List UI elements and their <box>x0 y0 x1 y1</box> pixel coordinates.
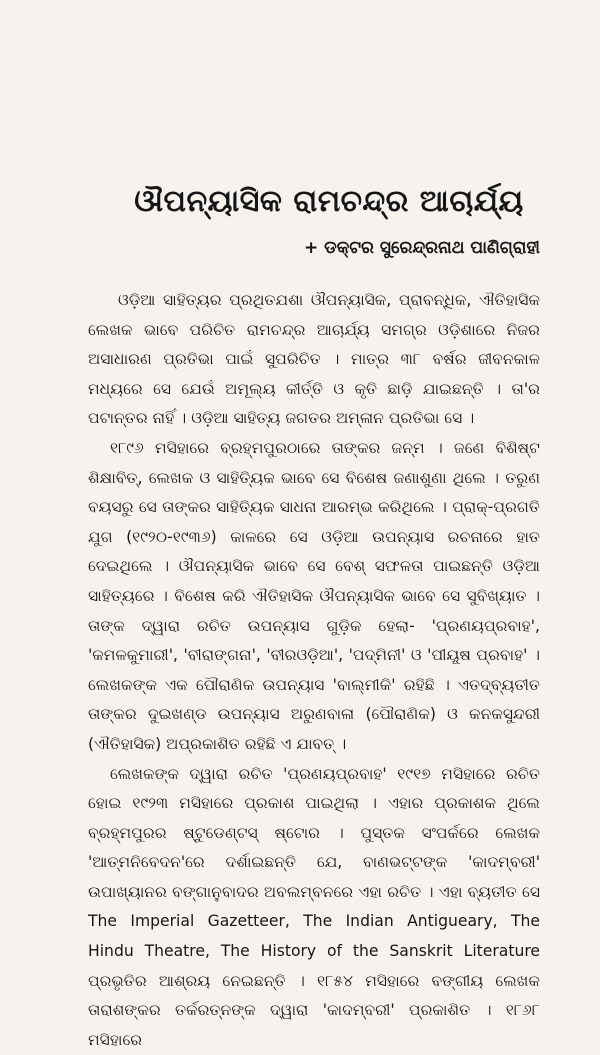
paragraph-1: ଓଡ଼ିଆ ସାହିତ୍ୟର ପ୍ରଥିତଯଶା ଔପନ୍ୟାସିକ, ପ୍ରାବନ୍ଧିକ, ଐତିହାସିକ ଲେଖକ ଭାବେ ପରିଚିତ ରାମଚନ୍ଦ୍ର ଆଚାର୍ଯ୍ୟ ସମଗ୍ର ଓଡ଼ିଶାରେ ନିଜର ଅସାଧାରଣ ପ୍ରତିଭା ପାଇଁ ସୁପରିଚିତ । ମାତ୍ର ୩୮ ବର୍ଷର ଜୀବନକାଳ ମଧ୍ୟରେ ସେ ଯେଉଁ ଅମୂଲ୍ୟ କୀର୍ତ୍ତି ଓ କୃତି ଛାଡ଼ି ଯାଇଛନ୍ତି । ତା'ର ପଟାନ୍ତର ନାହିଁ । ଓଡ଼ିଆ ସାହିତ୍ୟ ଜଗତର ଅମ୍ଳାନ ପ୍ରତିଭା ସେ । <box>88 286 540 434</box>
paragraph-3: ଲେଖକଙ୍କ ଦ୍ୱାରା ରଚିତ 'ପ୍ରଣୟପ୍ରବାହ' ୧୯୧୭ ମସିହାରେ ରଚିତ ହୋଇ ୧୯୨୩ ମସିହାରେ ପ୍ରକାଶ ପାଇଥିଲା । ଏହାର ପ୍ରକାଶକ ଥିଲେ ବ୍ରହ୍ମପୁରର ଷ୍ଟୁଡେଣ୍ଟସ୍ ଷ୍ଟୋର । ପୁସ୍ତକ ସଂପର୍କରେ ଲେଖକ 'ଆତ୍ମନିବେଦନ'ରେ ଦର୍ଶାଇଛନ୍ତି ଯେ, ବାଣଭଟ୍ଟଙ୍କ 'କାଦମ୍ବରୀ' ଉପାଖ୍ୟାନର ବଙ୍ଗାନୁବାଦର ଅବଲମ୍ବନରେ ଏହା ରଚିତ । ଏହା ବ୍ୟତୀତ ସେ The Imperial Gazetteer, The Indian Antigueary, The Hindu Theatre, The History of the Sanskrit Literature ପ୍ରଭୃତିର ଆଶ୍ରୟ ନେଇଛନ୍ତି । ୧୮୫୪ ମସିହାରେ ବଙ୍ଗୀୟ ଲେଖକ ତାରାଶଙ୍କର ତର୍କରତ୍ନଙ୍କ ଦ୍ୱାରା 'କାଦମ୍ବରୀ' ପ୍ରକାଶିତ । ୧୮୬୮ ମସିହାରେ <box>88 760 540 1055</box>
article-body <box>88 286 540 1055</box>
paragraph-2: ୧୮୯୬ ମସିହାରେ ବ୍ରହ୍ମପୁରଠାରେ ତାଙ୍କର ଜନ୍ମ । ଜଣେ ବିଶିଷ୍ଟ ଶିକ୍ଷାବିତ୍, ଲେଖକ ଓ ସାହିତ୍ୟିକ ଭାବେ ସେ ବିଶେଷ ଜଣାଶୁଣା ଥିଲେ । ତରୁଣ ବୟସରୁ ସେ ତାଙ୍କର ସାହିତ୍ୟିକ ସାଧନା ଆରମ୍ଭ କରିଥିଲେ । ପ୍ରାକ୍-ପ୍ରଗତି ଯୁଗ (୧୯୨୦-୧୯୩୬) କାଳରେ ସେ ଓଡ଼ିଆ ଉପନ୍ୟାସ ରଚନାରେ ହାତ ଦେଇଥିଲେ । ଔପନ୍ୟାସିକ ଭାବେ ସେ ବେଶ୍ ସଫଳତା ପାଇଛନ୍ତି ଓଡ଼ିଆ ସାହିତ୍ୟରେ । ବିଶେଷ କରି ଐତିହାସିକ ଔପନ୍ୟାସିକ ଭାବେ ସେ ସୁବିଖ୍ୟାତ । ତାଙ୍କ ଦ୍ୱାରା ରଚିତ ଉପନ୍ୟାସ ଗୁଡ଼ିକ ହେଲା- 'ପ୍ରଣୟପ୍ରବାହ', 'କମଳକୁମାରୀ', 'ବୀରାଙ୍ଗନା', 'ବୀରଓଡ଼ିଆ', 'ପଦ୍ମିନୀ' ଓ 'ପୀୟୂଷ ପ୍ରବାହ' । ଲେଖକଙ୍କ ଏକ ପୌରାଣିକ ଉପନ୍ୟାସ 'ବାଲ୍ମୀକି' ରହିଛି । ଏତଦ୍‌ବ୍ୟତୀତ ତାଙ୍କର ଦୁଇଖଣ୍ଡ ଉପନ୍ୟାସ ଅରୁଣବାଳା (ପୌରାଣିକ) ଓ କନକସୁନ୍ଦରୀ (ଐତିହାସିକ) ଅପ୍ରକାଶିତ ରହିଛି ଏ ଯାବତ୍ । <box>88 434 540 760</box>
article-author: + ଡକ୍ଟର ସୁରେନ୍ଦ୍ରନାଥ ପାଣିଗ୍ରାହୀ <box>88 236 540 260</box>
article-title: ଔପନ୍ୟାସିକ ରାମଚନ୍ଦ୍ର ଆଚାର୍ଯ୍ୟ <box>118 0 540 222</box>
